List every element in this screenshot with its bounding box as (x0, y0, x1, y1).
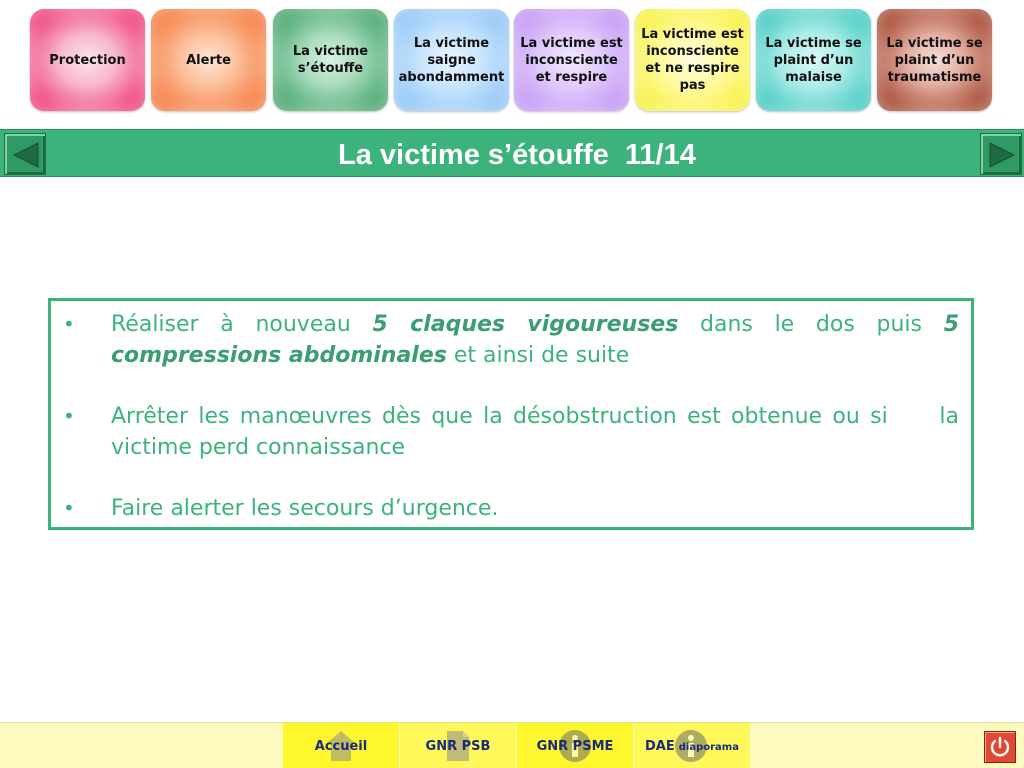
next-slide-button[interactable] (980, 133, 1022, 175)
section-tabs (0, 0, 1024, 120)
emphasis-text: 5 compressions abdominales (111, 312, 959, 368)
tab-label: inconsciente (525, 52, 618, 68)
tab-label: La victime se (886, 35, 983, 51)
quit-button[interactable] (984, 731, 1016, 763)
gnr-psb-label: GNR PSB (425, 738, 491, 754)
bullet: • (63, 404, 75, 428)
tab-victime-traumatisme[interactable] (877, 9, 992, 111)
item-text: Faire alerter les secours d’urgence. (111, 496, 499, 521)
home-button[interactable] (283, 723, 399, 768)
list-item (61, 401, 966, 463)
tab-label: saigne (427, 52, 476, 68)
tab-label: et ne respire (645, 61, 740, 76)
dae-text: DAE (645, 738, 675, 754)
title-bar (0, 129, 1024, 177)
emphasis-text: 5 claques vigoureuses (372, 312, 679, 337)
tab-label: La victime (292, 44, 369, 59)
tab-victime-inconsciente-respire[interactable] (514, 9, 629, 111)
left-arrow-icon (10, 139, 42, 171)
gnr-psme-label: GNR PSME (536, 738, 614, 754)
tab-label: La victime se (765, 35, 862, 51)
tab-victime-malaise[interactable] (756, 9, 871, 111)
tab-victime-saigne[interactable] (394, 9, 509, 111)
tab-label: La victime est (520, 35, 623, 51)
gnr-psb-button[interactable] (400, 723, 516, 768)
tab-label: inconsciente (646, 44, 739, 59)
diaporama-text: diaporama (678, 741, 739, 753)
tab-label: pas (679, 78, 706, 93)
bullet: • (63, 312, 75, 336)
list-item (61, 309, 959, 371)
previous-slide-button[interactable] (4, 133, 46, 175)
footer-bar (0, 722, 1024, 768)
power-icon (988, 735, 1012, 759)
bullet: • (63, 496, 75, 520)
tab-label: Protection (49, 52, 126, 68)
tab-label: s’étouffe (297, 61, 364, 76)
tab-label: La victime est (641, 27, 744, 42)
page-title (338, 139, 696, 172)
tab-label: plaint d’un (894, 52, 975, 68)
slide-counter: 11/14 (624, 139, 696, 171)
tab-label: abondamment (398, 69, 505, 85)
tab-protection[interactable] (30, 9, 145, 111)
tab-label: La victime (413, 35, 490, 51)
home-label: Accueil (314, 738, 368, 754)
tab-label: malaise (785, 69, 842, 85)
dae-label (645, 739, 739, 754)
item-text: Arrêter les manœuvres dès que la désobstruction est obtenue ou si la victime perd connaissance (111, 404, 966, 460)
tab-victime-inconsciente-ne-respire-pas[interactable] (635, 9, 750, 111)
tab-label: traumatisme (887, 69, 982, 85)
list-item (61, 493, 959, 524)
right-arrow-icon (986, 139, 1018, 171)
tab-label: et respire (535, 69, 608, 85)
slide-title: La victime s’étouffe (338, 139, 609, 171)
tab-alerte[interactable] (151, 9, 266, 111)
tab-label: plaint d’un (773, 52, 854, 68)
gnr-psme-button[interactable] (517, 723, 633, 768)
item-text: et ainsi de suite (446, 343, 630, 368)
tab-victime-etouffe[interactable] (273, 9, 388, 111)
instructions-box (48, 298, 974, 530)
tab-label: Alerte (186, 52, 231, 68)
dae-diaporama-button[interactable] (634, 723, 750, 768)
item-text: dans le dos puis (678, 312, 944, 337)
item-text: Réaliser à nouveau (111, 312, 373, 337)
